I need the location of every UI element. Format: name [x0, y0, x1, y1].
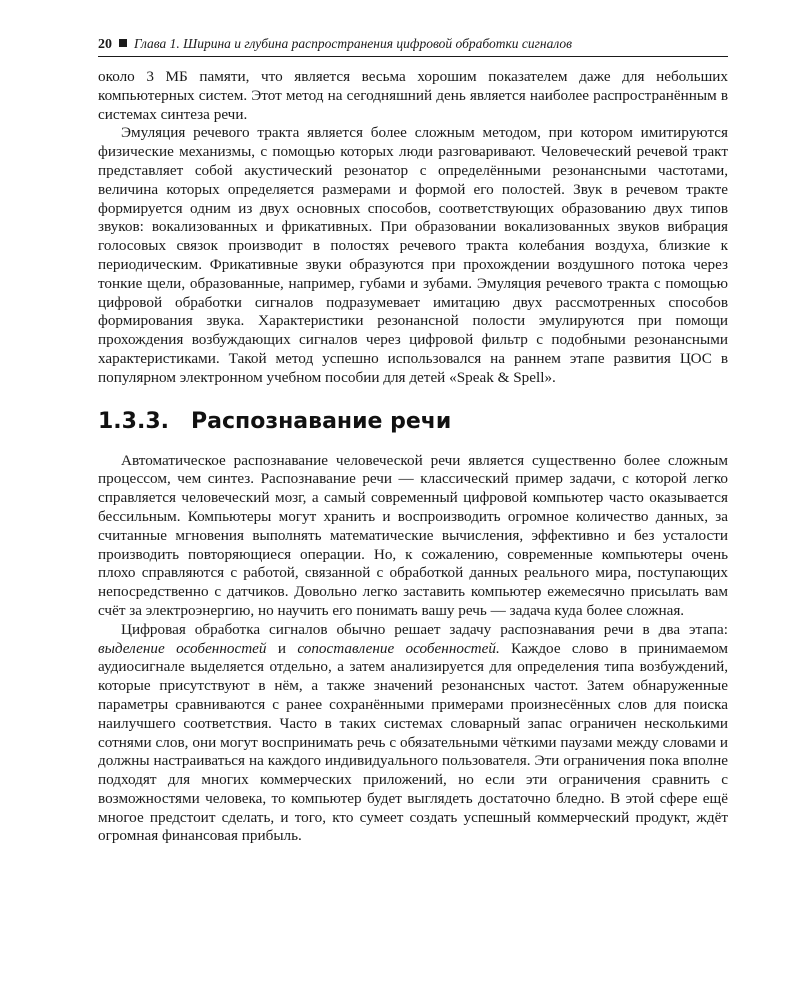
paragraph-continued: около 3 МБ памяти, что является весьма хорошим показателем даже для небольших компьютерных систем. Этот метод на сегодняшний день является наиболее распространённым в системах синтеза речи. [98, 68, 728, 123]
paragraph-text-and: и [266, 639, 298, 657]
paragraph-text-start: Цифровая обработка сигналов обычно решает задачу распознавания речи в два этапа: [121, 620, 728, 638]
paragraph-vocal-tract-emulation: Эмуляция речевого тракта является более сложным методом, при котором имитируются физические механизмы, с помощью которых люди разговаривают. Человеческий речевой тракт представляет собой акустический резонатор с определёнными резонансными частотами, величина которых определяется размерами и формой его полостей. Звук в речевом тракте формируется одним из двух основных способов, соответствующих образованию двух типов звуков: вокализованных и фрикативных. При образовании вокализованных звуков вибрация голосовых связок производит в полостях речевого тракта колебания воздуха, близкие к периодическим. Фрикативные звуки образуются при прохождении воздушного потока через тонкие щели, образованные, например, губами и зубами. Эмуляция речевого тракта с помощью цифровой обработки сигналов подразумевает имитацию двух рассмотренных способов формирования звука. Характеристики резонансной полости эмулируются при помощи прохождения возбуждающих сигналов через цифровой фильтр с подобными резонансными характеристиками. Такой метод успешно использовался на раннем этапе развития ЦОС в популярном электронном учебном пособии для детей «Speak & Spell». [98, 124, 728, 386]
running-head [98, 36, 728, 57]
page-number: 20 [98, 37, 112, 52]
section-number: 1.3.3. [98, 408, 169, 434]
term-feature-extraction: выделение особенностей [98, 639, 267, 657]
chapter-title: Глава 1. Ширина и глубина распространения цифровой обработки сигналов [134, 36, 573, 51]
square-bullet-icon [119, 39, 127, 47]
section-title: Распознавание речи [191, 408, 452, 434]
paragraph-speech-recognition-intro: Автоматическое распознавание человеческой речи является существенно более сложным процессом, чем синтез. Распознавание речи — классический пример задачи, с которой легко справляется человеческий мозг, а самый современный цифровой компьютер часто оказывается бессильным. Компьютеры могут хранить и воспроизводить огромное количество данных, за считанные мгновения выполнять математические вычисления, эффективно и без усталости производить повторяющиеся операции. Но, к сожалению, современные компьютеры очень плохо справляются с работой, связанной с обработкой данных реального мира, поступающих непосредственно с датчиков. Довольно легко заставить компьютер ежемесячно присылать вам счёт за электроэнергию, но научить его понимать вашу речь — задача куда более сложная. [98, 451, 728, 619]
term-feature-matching: сопоставление особенностей. [297, 639, 500, 657]
paragraph-feature-extraction [98, 621, 728, 847]
section-heading [98, 409, 728, 435]
book-page [98, 36, 728, 846]
paragraph-text-rest: Каждое слово в принимаемом аудиосигнале выделяется отдельно, а затем анализируется для определения типа возбуждений, которые присутствуют в нём, а также значений резонансных частот. Затем обнаруженные параметры сравниваются с ранее сохранёнными примерами произнесённых слов для поиска наилучшего соответствия. Часто в таких системах словарный запас ограничен несколькими сотнями слов, они могут воспринимать речь с обязательными чёткими паузами между словами и должны настраиваться на каждого индивидуального пользователя. Эти ограничения пока вполне подходят для многих коммерческих приложений, но если эти ограничения сравнить с возможностями человека, то компьютер будет выглядеть достаточно бледно. В этой сфере ещё многое предстоит сделать, и того, кто сумеет создать успешный коммерческий продукт, ждёт огромная финансовая прибыль. [98, 639, 728, 845]
page-content [98, 68, 728, 846]
